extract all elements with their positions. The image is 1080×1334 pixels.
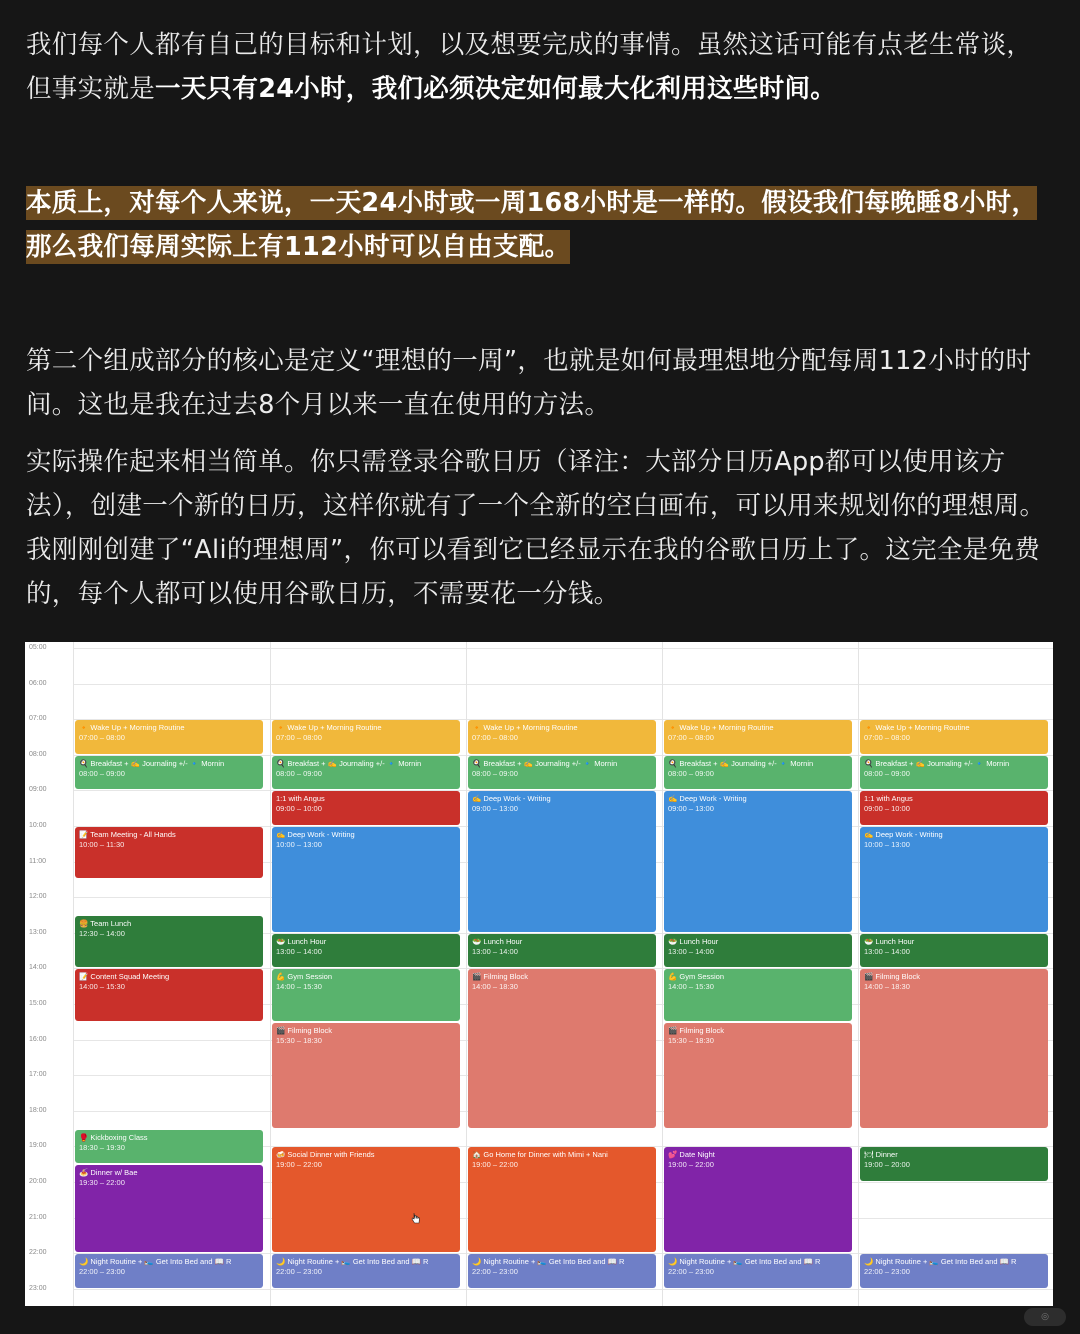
event-title: 💪 Gym Session [668, 972, 725, 982]
calendar-event[interactable] [75, 1165, 263, 1252]
calendar-event[interactable] [860, 1254, 1048, 1288]
hour-label: 19:00 [29, 1142, 47, 1150]
event-title: 🍳 Breakfast + ✍ Journaling +/- 🔹 Mornin [276, 758, 422, 768]
event-time: 14:00 – 18:30 [472, 982, 518, 992]
event-time: 09:00 – 13:00 [472, 804, 518, 814]
hour-gridline [73, 1289, 1053, 1290]
event-time: 13:00 – 14:00 [668, 946, 714, 956]
event-title: 🏠 Go Home for Dinner with Mimi + Nani [472, 1150, 608, 1160]
event-title: 🌙 Night Routine + 🛌 Get Into Bed and 📖 R [864, 1257, 1017, 1267]
event-time: 22:00 – 23:00 [668, 1267, 714, 1277]
calendar-event[interactable] [272, 720, 460, 754]
calendar-event[interactable] [860, 1147, 1048, 1181]
calendar-event[interactable] [860, 756, 1048, 790]
event-title: 💕 Date Night [668, 1150, 715, 1160]
event-title: 🍳 Breakfast + ✍ Journaling +/- 🔹 Mornin [864, 758, 1010, 768]
event-time: 07:00 – 08:00 [472, 733, 518, 743]
event-time: 19:00 – 22:00 [472, 1160, 518, 1170]
calendar-event[interactable] [75, 1254, 263, 1288]
event-title: 🍳 Breakfast + ✍ Journaling +/- 🔹 Mornin [668, 758, 814, 768]
hour-label: 15:00 [29, 1000, 47, 1007]
calendar-event[interactable] [468, 1147, 656, 1252]
calendar-event[interactable] [664, 791, 852, 931]
event-title: 🌙 Night Routine + 🛌 Get Into Bed and 📖 R [472, 1257, 625, 1267]
event-time: 08:00 – 09:00 [276, 768, 322, 778]
event-title: 🥗 Lunch Hour [276, 936, 327, 946]
event-time: 19:00 – 22:00 [668, 1160, 714, 1170]
event-title: 🔸 Wake Up + Morning Routine [668, 723, 774, 733]
event-time: 15:30 – 18:30 [276, 1035, 322, 1045]
hour-label: 17:00 [29, 1071, 47, 1079]
day-divider [662, 642, 663, 1306]
event-title: ✍ Deep Work - Writing [864, 830, 943, 839]
event-time: 15:30 – 18:30 [668, 1035, 714, 1045]
event-time: 07:00 – 08:00 [276, 733, 322, 743]
event-title: ✍ Deep Work - Writing [668, 794, 747, 804]
event-title: 🥗 Lunch Hour [864, 936, 915, 946]
hour-label: 06:00 [29, 679, 47, 687]
event-title: 🔸 Wake Up + Morning Routine [276, 723, 382, 733]
event-time: 07:00 – 08:00 [79, 733, 125, 743]
day-divider [858, 642, 859, 1306]
intro-bold-text: 一天只有24小时，我们必须决定如何最大化利用这些时间。 [155, 74, 837, 104]
event-time: 08:00 – 09:00 [472, 768, 518, 778]
calendar-event[interactable] [272, 827, 460, 932]
event-time: 09:00 – 10:00 [864, 804, 910, 814]
event-time: 19:00 – 20:00 [864, 1160, 910, 1170]
event-title: 🍽 Dinner [864, 1150, 898, 1160]
calendar-event[interactable] [468, 969, 656, 1127]
calendar-event[interactable] [664, 1147, 852, 1252]
event-time: 08:00 – 09:00 [864, 768, 910, 778]
event-time: 08:00 – 09:00 [668, 768, 714, 778]
event-time: 14:00 – 15:30 [668, 982, 714, 992]
hour-label: 05:00 [29, 644, 47, 651]
hour-label: 22:00 [29, 1249, 47, 1257]
event-title: 🎬 Filming Block [276, 1025, 333, 1035]
paragraph-ideal-week: 第二个组成部分的核心是定义“理想的一周”，也就是如何最理想地分配每周112小时的时间。这也是我在过去8个月以来一直在使用的方法。 [26, 346, 1032, 420]
calendar-event[interactable] [664, 969, 852, 1020]
calendar-event[interactable] [272, 1147, 460, 1252]
calendar-event[interactable] [75, 969, 263, 1020]
calendar-event[interactable] [75, 827, 263, 878]
event-title: 💪 Gym Session [276, 972, 333, 982]
hour-label: 11:00 [29, 857, 46, 865]
event-time: 10:00 – 11:30 [79, 840, 125, 849]
event-title: 🥗 Lunch Hour [668, 936, 719, 946]
calendar-event[interactable] [75, 756, 263, 790]
cursor-icon [411, 1212, 421, 1224]
event-title: 🍔 Team Lunch [79, 919, 132, 928]
event-time: 18:30 – 19:30 [79, 1142, 125, 1152]
event-time: 22:00 – 23:00 [472, 1267, 518, 1277]
event-time: 13:00 – 14:00 [864, 946, 910, 956]
event-title: 🎬 Filming Block [472, 972, 529, 982]
calendar-event[interactable] [75, 916, 263, 967]
calendar-event[interactable] [272, 934, 460, 968]
calendar-event[interactable] [664, 1023, 852, 1128]
event-time: 14:00 – 15:30 [276, 982, 322, 992]
calendar-event[interactable] [860, 827, 1048, 932]
event-title: ✍ Deep Work - Writing [276, 830, 355, 839]
event-title: 1:1 with Angus [864, 794, 913, 804]
event-time: 09:00 – 13:00 [668, 804, 714, 814]
event-time: 10:00 – 13:00 [276, 840, 322, 849]
calendar-event[interactable] [468, 791, 656, 931]
watermark-badge: ◎ [1024, 1308, 1066, 1326]
event-title: 📝 Content Squad Meeting [79, 972, 170, 982]
hour-label: 18:00 [29, 1106, 47, 1114]
event-title: 🌙 Night Routine + 🛌 Get Into Bed and 📖 R [668, 1257, 821, 1267]
day-divider [270, 642, 271, 1306]
event-title: 🍳 Breakfast + ✍ Journaling +/- 🔹 Mornin [79, 758, 225, 768]
hour-label: 20:00 [29, 1178, 47, 1185]
calendar-event[interactable] [272, 1023, 460, 1128]
event-title: ✍ Deep Work - Writing [472, 794, 551, 804]
calendar-event[interactable] [860, 791, 1048, 825]
event-time: 12:30 – 14:00 [79, 929, 125, 938]
hour-label: 08:00 [29, 750, 47, 758]
event-time: 22:00 – 23:00 [79, 1267, 125, 1277]
calendar-event[interactable] [664, 1254, 852, 1288]
calendar-event[interactable] [272, 756, 460, 790]
event-title: 🥊 Kickboxing Class [79, 1132, 148, 1142]
calendar-event[interactable] [272, 1254, 460, 1288]
calendar-event[interactable] [272, 791, 460, 825]
day-divider [73, 642, 74, 1306]
calendar-event[interactable] [664, 756, 852, 790]
highlighted-text: 本质上，对每个人来说，一天24小时或一周168小时是一样的。假设我们每晚睡8小时，那么我们每周实际上有112小时可以自由支配。 [26, 188, 1038, 262]
hour-gridline [73, 648, 1053, 649]
event-title: 1:1 with Angus [276, 794, 325, 804]
hour-label: 13:00 [29, 928, 47, 936]
calendar-event[interactable] [860, 720, 1048, 754]
event-title: 🌙 Night Routine + 🛌 Get Into Bed and 📖 R [276, 1257, 429, 1267]
calendar-event[interactable] [468, 1254, 656, 1288]
paragraph-highlight [26, 181, 1056, 269]
event-time: 22:00 – 23:00 [864, 1267, 910, 1277]
hour-label: 21:00 [29, 1213, 47, 1221]
hour-label: 12:00 [29, 893, 47, 901]
hour-label: 09:00 [29, 786, 47, 794]
calendar-event[interactable] [272, 969, 460, 1020]
calendar-event[interactable] [75, 1130, 263, 1164]
event-time: 07:00 – 08:00 [864, 733, 910, 743]
event-time: 22:00 – 23:00 [276, 1267, 322, 1277]
hour-label: 14:00 [29, 964, 47, 972]
hour-label: 16:00 [29, 1035, 47, 1043]
hour-gridline [73, 684, 1053, 685]
event-time: 19:30 – 22:00 [79, 1178, 125, 1188]
event-time: 08:00 – 09:00 [79, 768, 125, 778]
calendar-event[interactable] [860, 969, 1048, 1127]
event-title: 🎬 Filming Block [864, 972, 921, 982]
event-title: 🌙 Night Routine + 🛌 Get Into Bed and 📖 R [79, 1257, 232, 1267]
calendar-event[interactable] [468, 934, 656, 968]
calendar-event[interactable] [860, 934, 1048, 968]
intro-text: 我们每个人都有自己的目标和计划，以及想要完成的事情。虽然这话可能有点老生常谈，但事实就是 [26, 30, 1033, 104]
event-time: 19:00 – 22:00 [276, 1160, 322, 1170]
event-time: 07:00 – 08:00 [668, 733, 714, 743]
calendar-event[interactable] [75, 720, 263, 754]
hour-label: 10:00 [29, 822, 47, 829]
paragraph-instructions: 实际操作起来相当简单。你只需登录谷歌日历（译注：大部分日历App都可以使用该方法），创建一个新的日历，这样你就有了一个全新的空白画布，可以用来规划你的理想周。我刚刚创建了“Ali的理想周”，你可以看到它已经显示在我的谷歌日历上了。这完全是免费的，每个人都可以使用谷歌日历，不需要花一分钱。 [26, 447, 1046, 609]
hour-label: 23:00 [29, 1284, 47, 1292]
calendar-event[interactable] [468, 720, 656, 754]
event-time: 13:00 – 14:00 [472, 946, 518, 956]
event-title: 🔸 Wake Up + Morning Routine [79, 723, 185, 733]
event-title: 🍝 Dinner w/ Bae [79, 1168, 138, 1178]
event-time: 14:00 – 18:30 [864, 982, 910, 992]
event-title: 🔸 Wake Up + Morning Routine [864, 723, 970, 733]
calendar-event[interactable] [664, 720, 852, 754]
calendar-screenshot [25, 642, 1053, 1306]
event-time: 09:00 – 10:00 [276, 804, 322, 814]
calendar-event[interactable] [468, 756, 656, 790]
day-divider [466, 642, 467, 1306]
event-title: 🍻 Social Dinner with Friends [276, 1150, 375, 1160]
calendar-event[interactable] [664, 934, 852, 968]
event-time: 13:00 – 14:00 [276, 946, 322, 956]
hour-label: 07:00 [29, 715, 47, 723]
event-time: 14:00 – 15:30 [79, 982, 125, 992]
paragraph-intro [26, 23, 1056, 111]
event-title: 🔸 Wake Up + Morning Routine [472, 723, 578, 733]
event-time: 10:00 – 13:00 [864, 840, 910, 849]
event-title: 🎬 Filming Block [668, 1025, 725, 1035]
event-title: 🥗 Lunch Hour [472, 936, 523, 946]
event-title: 🍳 Breakfast + ✍ Journaling +/- 🔹 Mornin [472, 758, 618, 768]
event-title: 📝 Team Meeting - All Hands [79, 830, 176, 839]
